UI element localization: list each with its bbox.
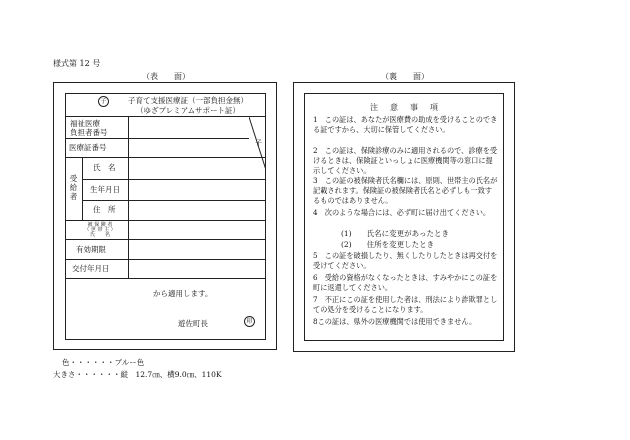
back-card (293, 82, 515, 352)
notice-heading: 注 意 事 項 (370, 103, 440, 112)
notice-sub-item: (1) 氏名に変更があったとき (341, 229, 450, 238)
divider (66, 116, 265, 117)
notice-item: 6 受給の資格がなくなったときは、すみやかにこの証を町に返還してください。 (313, 273, 498, 293)
child-badge-icon: 子 (98, 96, 109, 107)
seal-icon: 印 (244, 316, 255, 327)
form-number: 様式第 12 号 (53, 59, 101, 68)
insured-label-1: 被 保 険 者 (87, 222, 113, 228)
notice-item: 5 この証を破損したり、無くしたりしたときは再交付を受けてください。 (313, 251, 498, 271)
notice-item: 1 この証は、あなたが医療費の助成を受けることのできる証ですから、大切に保管してください。 (313, 115, 498, 135)
notice-item: 2 この証は、保険診療のみに適用されるので、診療を受けるときは、保険証といっしょに医療機関等の窓口に提示してください。 (313, 146, 498, 176)
column-divider (82, 157, 83, 220)
column-divider (128, 116, 129, 278)
mayor-name: 遊佐町長 (178, 319, 208, 328)
divider (66, 138, 249, 139)
recipient-group-label: 受給者 (69, 174, 78, 201)
welfare-number-label: 福祉医療 (70, 119, 100, 128)
card-subtitle: （ゆざプレミアムサポート証） (136, 106, 241, 115)
cert-number-label: 医療証番号 (69, 143, 107, 152)
divider (66, 157, 265, 158)
notice-item: 4 次のような場合には、必ず町に届け出てください。 (313, 208, 491, 217)
insured-label-3: 氏 名 (89, 232, 110, 238)
welfare-number-label-2: 負担者番号 (70, 128, 108, 137)
divider (66, 239, 265, 240)
divider (82, 179, 265, 180)
birthdate-label: 生年月日 (90, 185, 120, 194)
color-spec: 色・・・・・・ブルー色 (62, 358, 145, 367)
front-card-table (65, 93, 266, 340)
card-title: 子育て支援医療証（一部負担金無） (128, 96, 248, 105)
corner-mark-area (249, 117, 266, 170)
issue-date-label: 交付年月日 (72, 264, 110, 273)
corner-mark: 子 (255, 139, 262, 147)
notice-item: 7 不正にこの証を使用した者は、刑法により詐欺罪としての処分を受けることになります。 (313, 295, 498, 315)
notice-item: 8この証は、県外の医療機関では使用できません。 (313, 317, 477, 326)
front-side-label: （表 面） (142, 72, 190, 81)
notice-sub-item: (2) 住所を変更したとき (341, 240, 435, 249)
insured-label-2: （ 世 帯 主 ） (84, 227, 116, 233)
notice-panel (304, 93, 504, 341)
back-side-label: （裏 面） (381, 72, 429, 81)
apply-text: から適用します。 (153, 289, 213, 298)
divider (66, 220, 265, 221)
address-label: 住 所 (93, 205, 116, 214)
divider (66, 278, 265, 279)
front-card (53, 82, 277, 350)
notice-item: 3 この証の被保険者氏名欄には、原則、世帯主の氏名が記載されます。保険証の被保険者氏名と必ずしも一致するものではありません。 (313, 176, 498, 206)
size-spec: 大きさ・・・・・・縦 12.7㎝、横9.0㎝、110K (53, 370, 222, 379)
valid-period-label: 有効期限 (76, 245, 106, 254)
name-label: 氏 名 (93, 163, 116, 172)
divider (82, 200, 265, 201)
divider (66, 259, 265, 260)
